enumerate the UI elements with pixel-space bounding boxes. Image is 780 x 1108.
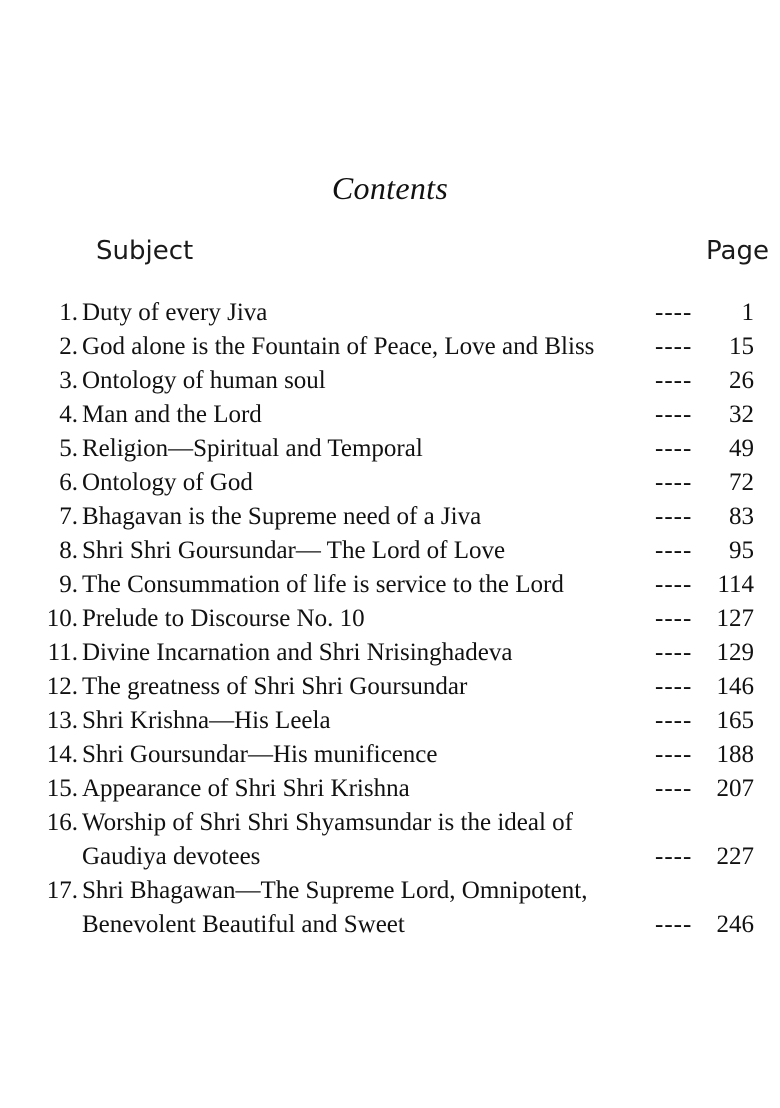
entry-title-line: Shri Shri Goursundar— The Lord of Love	[82, 537, 506, 564]
entry-leader: ----	[655, 299, 693, 326]
entry-number: 15.	[46, 775, 78, 802]
entry-number: 7.	[59, 503, 78, 530]
entry-title	[82, 704, 652, 738]
entry-title	[82, 500, 652, 534]
toc-entry	[0, 534, 780, 568]
entry-title	[82, 432, 652, 466]
entry-title-line: Ontology of God	[82, 469, 253, 496]
entry-number: 4.	[59, 401, 78, 428]
toc-entry	[0, 296, 780, 330]
entry-leader: ----	[655, 367, 693, 394]
entry-leader: ----	[655, 537, 693, 564]
entry-number: 5.	[59, 435, 78, 462]
table-of-contents	[0, 296, 780, 942]
entry-title	[82, 296, 652, 330]
toc-entry	[0, 330, 780, 364]
entry-number: 1.	[59, 299, 78, 326]
entry-page-number: 72	[729, 469, 754, 496]
entry-page-number: 246	[716, 911, 754, 938]
entry-title-line: Shri Krishna—His Leela	[82, 707, 331, 734]
toc-entry	[0, 772, 780, 806]
entry-number: 12.	[46, 673, 78, 700]
entry-page-number: 83	[729, 503, 754, 530]
entry-title	[82, 398, 652, 432]
entry-page-number: 227	[716, 843, 754, 870]
entry-title	[82, 806, 652, 874]
entry-leader: ----	[655, 741, 693, 768]
toc-entry	[0, 466, 780, 500]
entry-number: 11.	[47, 639, 78, 666]
entry-title-line: Ontology of human soul	[82, 367, 326, 394]
entry-title-line: Divine Incarnation and Shri Nrisinghadeva	[82, 639, 513, 666]
toc-entry	[0, 704, 780, 738]
page-title: Contents	[331, 170, 449, 206]
toc-entry	[0, 874, 780, 942]
entry-number: 9.	[59, 571, 78, 598]
toc-entry	[0, 636, 780, 670]
entry-number: 16.	[46, 809, 78, 836]
entry-title-line: Duty of every Jiva	[82, 299, 268, 326]
toc-entry	[0, 500, 780, 534]
entry-title	[82, 738, 652, 772]
entry-leader: ----	[655, 571, 693, 598]
entry-leader: ----	[655, 333, 693, 360]
entry-title-line: Benevolent Beautiful and Sweet	[82, 911, 405, 938]
entry-page-number: 1	[741, 299, 754, 326]
entry-leader: ----	[655, 503, 693, 530]
entry-title	[82, 772, 652, 806]
entry-number: 17.	[46, 877, 78, 904]
entry-title-line: Shri Bhagawan—The Supreme Lord, Omnipotent,	[82, 877, 588, 904]
entry-leader: ----	[655, 673, 693, 700]
entry-title-line: Appearance of Shri Shri Krishna	[82, 775, 410, 802]
toc-entry	[0, 364, 780, 398]
toc-entry	[0, 670, 780, 704]
entry-title	[82, 364, 652, 398]
entry-title-line: The Consummation of life is service to the Lord	[82, 571, 564, 598]
entry-leader: ----	[655, 911, 693, 938]
entry-title-line: Worship of Shri Shri Shyamsundar is the ideal of	[82, 809, 573, 836]
entry-leader: ----	[655, 401, 693, 428]
entry-title	[82, 534, 652, 568]
entry-page-number: 32	[729, 401, 754, 428]
entry-page-number: 127	[716, 605, 754, 632]
entry-title-line: The greatness of Shri Shri Goursundar	[82, 673, 468, 700]
toc-entry	[0, 432, 780, 466]
entry-page-number: 95	[729, 537, 754, 564]
entry-title-line: Gaudiya devotees	[82, 843, 261, 870]
entry-title	[82, 670, 652, 704]
entry-title	[82, 568, 652, 602]
toc-entry	[0, 602, 780, 636]
entry-leader: ----	[655, 775, 693, 802]
entry-title	[82, 874, 652, 942]
entry-number: 13.	[46, 707, 78, 734]
entry-leader: ----	[655, 435, 693, 462]
entry-page-number: 207	[716, 775, 754, 802]
entry-leader: ----	[655, 707, 693, 734]
entry-number: 6.	[59, 469, 78, 496]
entry-title-line: Bhagavan is the Supreme need of a Jiva	[82, 503, 482, 530]
entry-leader: ----	[655, 843, 693, 870]
entry-page-number: 146	[716, 673, 754, 700]
entry-title-line: God alone is the Fountain of Peace, Love and Bliss	[82, 333, 595, 360]
subject-column-header: Subject	[96, 236, 194, 266]
entry-number: 14.	[46, 741, 78, 768]
entry-number: 8.	[59, 537, 78, 564]
entry-leader: ----	[655, 605, 693, 632]
entry-leader: ----	[655, 469, 693, 496]
entry-number: 2.	[59, 333, 78, 360]
entry-number: 10.	[46, 605, 78, 632]
entry-page-number: 129	[716, 639, 754, 666]
toc-entry	[0, 806, 780, 874]
entry-title-line: Shri Goursundar—His munificence	[82, 741, 438, 768]
entry-page-number: 165	[716, 707, 754, 734]
entry-number: 3.	[59, 367, 78, 394]
entry-title-line: Man and the Lord	[82, 401, 262, 428]
entry-title	[82, 466, 652, 500]
entry-leader: ----	[655, 639, 693, 666]
entry-title-line: Prelude to Discourse No. 10	[82, 605, 365, 632]
page-column-header: Page	[706, 236, 769, 266]
entry-title	[82, 330, 652, 364]
entry-page-number: 15	[729, 333, 754, 360]
toc-entry	[0, 568, 780, 602]
entry-title-line: Religion—Spiritual and Temporal	[82, 435, 423, 462]
entry-page-number: 188	[716, 741, 754, 768]
entry-page-number: 26	[729, 367, 754, 394]
toc-entry	[0, 398, 780, 432]
entry-title	[82, 602, 652, 636]
entry-page-number: 49	[729, 435, 754, 462]
toc-entry	[0, 738, 780, 772]
entry-page-number: 114	[717, 571, 754, 598]
entry-title	[82, 636, 652, 670]
